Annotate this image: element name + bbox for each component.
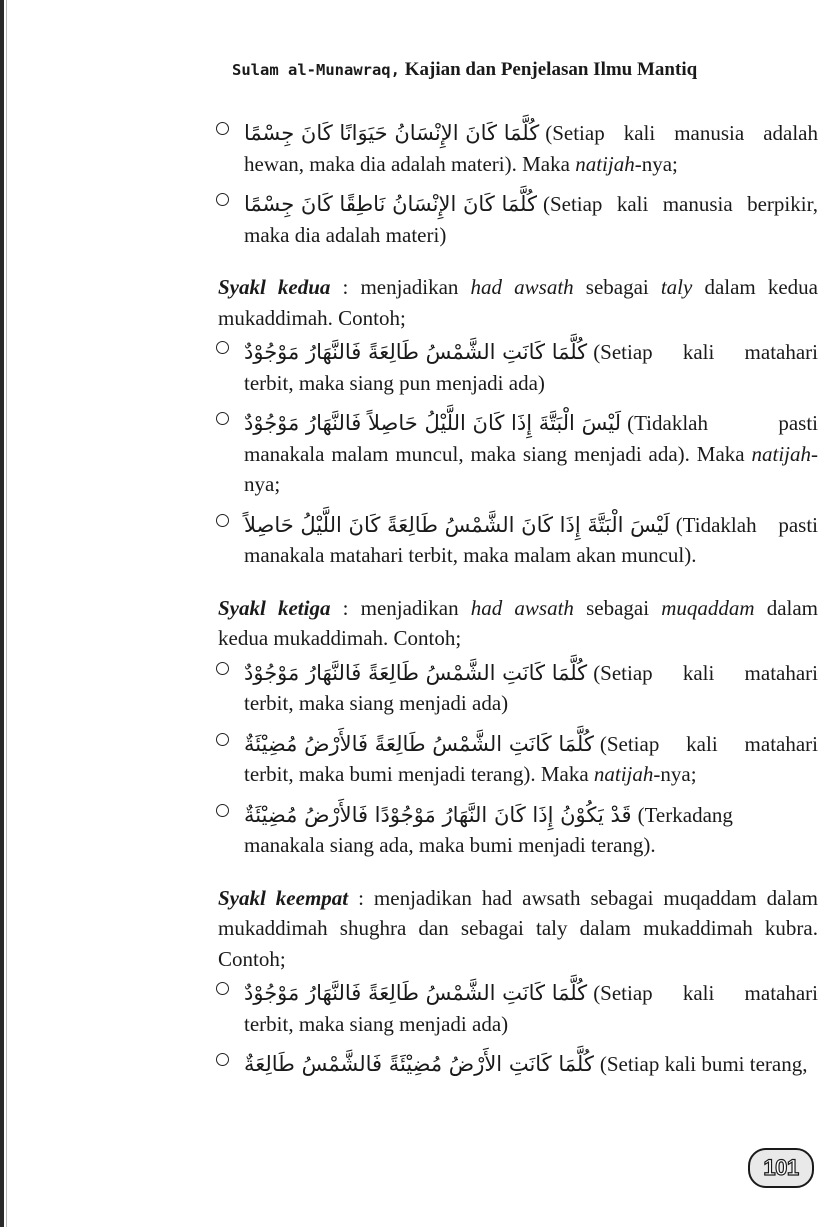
list-item — [218, 510, 818, 571]
page-binding-edge — [0, 0, 4, 1227]
section-paragraph — [218, 272, 818, 333]
section-paragraph — [218, 883, 818, 975]
section-paragraph — [218, 593, 818, 654]
arabic-text: كُلَّمَا كَانَتِ الشَّمْسُ طَالِعَةً فَالنَّهَارُ مَوْجُوْدٌ — [244, 660, 588, 685]
list-item — [218, 118, 818, 179]
paragraph-text: : menjadikan — [330, 595, 471, 620]
translation-text: (Tidaklah pasti manakala matahari terbit, maka malam akan muncul). — [244, 512, 818, 567]
bullet-circle-icon — [216, 733, 229, 746]
list-item — [218, 978, 818, 1039]
page-binding-line — [6, 0, 7, 1227]
arabic-text: لَيْسَ الْبَتَّةَ إِذَا كَانَ اللَّيْلُ حَاصِلاً فَالنَّهَارُ مَوْجُوْدٌ — [244, 411, 622, 435]
list-item — [218, 800, 818, 861]
translation-text: (Setiap kali matahari terbit, maka bumi menjadi terang). Maka — [244, 731, 818, 786]
arabic-text: كُلَّمَا كَانَ الإِنْسَانُ نَاطِقًا كَانَ جِسْمًا — [244, 192, 537, 216]
spacer — [218, 581, 818, 593]
running-header — [232, 56, 792, 84]
header-title-mono: Sulam al-Munawraq, — [232, 61, 400, 79]
paragraph-text: sebagai — [573, 595, 662, 620]
translation-text: (Setiap kali matahari terbit, maka siang menjadi ada) — [244, 660, 818, 715]
section-heading: Syakl keempat — [218, 885, 349, 910]
page-body — [218, 118, 818, 1090]
translation-suffix: -nya; — [634, 151, 678, 176]
paragraph-text: : menjadikan had awsath sebagai muqaddam dalam mukaddimah shughra dan sebagai taly dalam mukaddimah kubra. Contoh; — [218, 885, 818, 971]
header-title-rest: Kajian dan Penjelasan Ilmu Mantiq — [399, 59, 698, 80]
arabic-text: كُلَّمَا كَانَ الإِنْسَانُ حَيَوَانًا كَانَ جِسْمًا — [244, 121, 540, 145]
italic-term: had awsath — [470, 275, 574, 299]
translation-text: (Terkadang manakala siang ada, maka bumi menjadi terang). — [244, 802, 733, 857]
bullet-circle-icon — [216, 514, 229, 527]
arabic-text: كُلَّمَا كَانَتِ الشَّمْسُ طَالِعَةً فَالنَّهَارُ مَوْجُوْدٌ — [244, 981, 588, 1005]
arabic-text: كُلَّمَا كَانَتِ الشَّمْسُ طَالِعَةً فَالنَّهَارُ مَوْجُوْدٌ — [244, 340, 588, 364]
paragraph-text: dalam kedua mukaddimah. Contoh; — [218, 595, 819, 650]
bullet-circle-icon — [216, 804, 229, 817]
translation-text: (Setiap kali matahari terbit, maka siang menjadi ada) — [244, 981, 818, 1036]
italic-term: had awsath — [470, 595, 574, 620]
italic-term: natijah — [593, 762, 654, 786]
italic-term: natijah — [575, 151, 635, 176]
paragraph-text: sebagai — [573, 275, 661, 299]
page-number-badge — [748, 1148, 814, 1188]
spacer — [218, 260, 818, 272]
page-number: 101 — [763, 1155, 799, 1180]
list-item — [218, 1049, 818, 1080]
bullet-circle-icon — [216, 341, 229, 354]
section-heading: Syakl ketiga — [218, 595, 331, 620]
bullet-circle-icon — [216, 982, 229, 995]
translation-text: (Setiap kali matahari terbit, maka siang pun menjadi ada) — [244, 340, 818, 395]
translation-text: (Setiap kali manusia berpikir, maka dia adalah materi) — [244, 192, 818, 247]
translation-text: (Tidaklah pasti manakala malam muncul, maka siang menjadi ada). Maka — [244, 411, 818, 466]
arabic-text: لَيْسَ الْبَتَّةَ إِذَا كَانَ الشَّمْسُ طَالِعَةً كَانَ اللَّيْلُ حَاصِلاً — [244, 512, 670, 537]
italic-term: natijah — [751, 441, 811, 466]
spacer — [218, 871, 818, 883]
italic-term: taly — [660, 275, 693, 299]
translation-text: (Setiap kali bumi terang, — [599, 1052, 808, 1076]
translation-suffix: -nya; — [653, 762, 697, 786]
list-item — [218, 408, 818, 500]
list-item — [218, 189, 818, 250]
bullet-circle-icon — [216, 662, 229, 675]
paragraph-text: dalam kedua mukaddimah. Contoh; — [218, 275, 818, 330]
italic-term: muqaddam — [661, 595, 755, 620]
translation-text: (Setiap kali manusia adalah hewan, maka dia adalah materi). Maka — [244, 121, 818, 176]
bullet-circle-icon — [216, 193, 229, 206]
translation-suffix: -nya; — [244, 441, 818, 496]
arabic-text: كُلَّمَا كَانَتِ الأَرْضُ مُضِيْئَةً فَالشَّمْسُ طَالِعَةٌ — [244, 1052, 594, 1076]
bullet-circle-icon — [216, 1053, 229, 1066]
paragraph-text: : menjadikan — [330, 275, 471, 299]
bullet-circle-icon — [216, 122, 229, 135]
bullet-circle-icon — [216, 412, 229, 425]
list-item — [218, 658, 818, 719]
list-item — [218, 337, 818, 398]
section-heading: Syakl kedua — [218, 275, 331, 299]
arabic-text: كُلَّمَا كَانَتِ الشَّمْسُ طَالِعَةً فَالأَرْضُ مُضِيْئَةٌ — [244, 731, 594, 756]
list-item — [218, 729, 818, 790]
arabic-text: قَدْ يَكُوْنُ إِذَا كَانَ النَّهَارُ مَوْجُوْدًا فَالأَرْضُ مُضِيْئَةٌ — [244, 802, 632, 827]
